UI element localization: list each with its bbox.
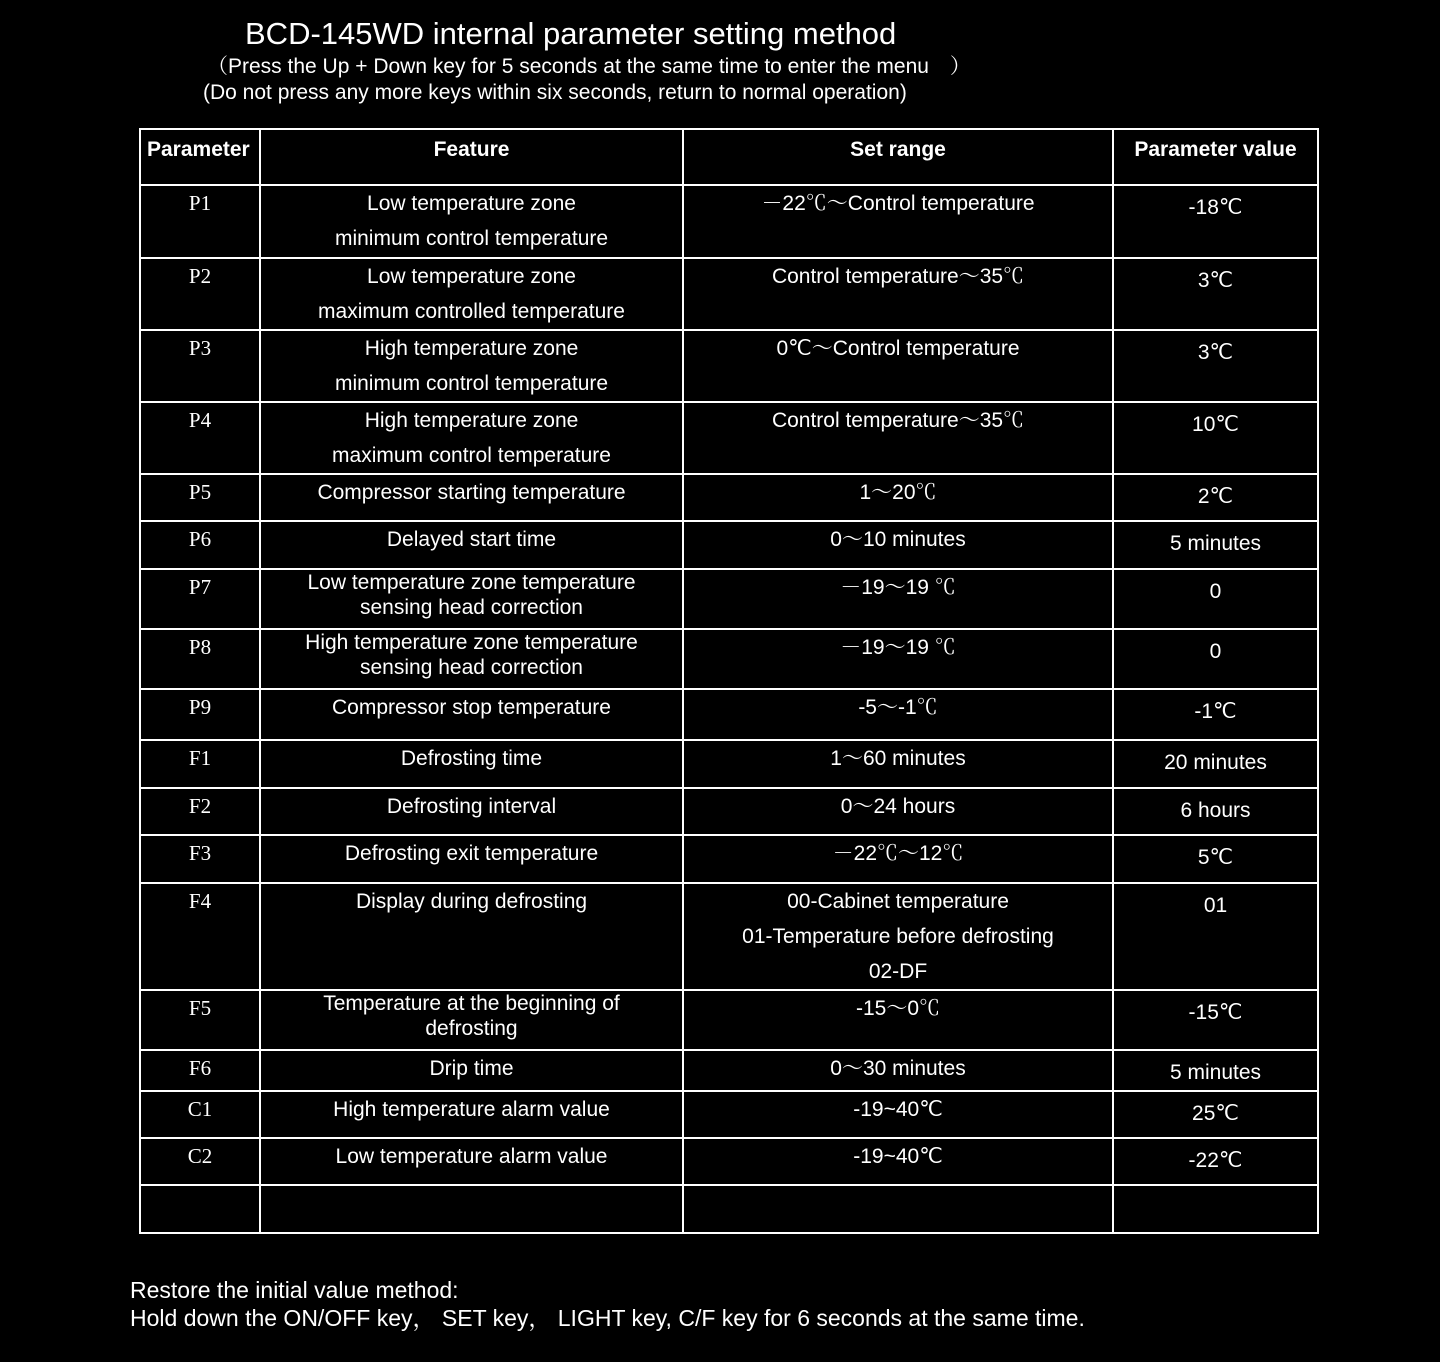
set-range-text: Control temperature～35℃ (771, 265, 1025, 288)
feature-cell (260, 402, 683, 474)
set-range-text: －22℃～Control temperature (761, 192, 1035, 215)
feature-text: sensing head correction (360, 596, 583, 619)
set-range-text: 0～30 minutes (830, 1057, 966, 1080)
parameter-value: 01 (1113, 883, 1318, 990)
feature-cell (260, 629, 683, 689)
parameter-code: F3 (140, 835, 260, 883)
feature-text: Low temperature alarm value (335, 1145, 608, 1168)
set-range-text: 02-DF (868, 960, 928, 983)
table-row (140, 569, 1318, 629)
set-range-text: -15～0℃ (855, 997, 941, 1020)
parameter-value: 10℃ (1113, 402, 1318, 474)
parameter-code: P6 (140, 521, 260, 569)
set-range-cell (683, 1050, 1113, 1091)
table-row (140, 402, 1318, 474)
set-range-cell (683, 258, 1113, 330)
restore-method (130, 1276, 1085, 1332)
feature-cell (260, 1091, 683, 1138)
feature-cell (260, 1138, 683, 1185)
feature-cell (260, 788, 683, 835)
feature-cell (260, 740, 683, 788)
parameter-value: 3℃ (1113, 330, 1318, 402)
parameter-value: 20 minutes (1113, 740, 1318, 788)
parameter-code (140, 1185, 260, 1233)
parameter-value: -15℃ (1113, 990, 1318, 1050)
parameter-code: P3 (140, 330, 260, 402)
feature-text: Defrosting exit temperature (344, 842, 599, 865)
feature-text: Display during defrosting (355, 890, 588, 913)
parameter-code: C2 (140, 1138, 260, 1185)
feature-text: Defrosting interval (386, 795, 557, 818)
set-range-text: 00-Cabinet temperature (787, 890, 1009, 913)
table-row (140, 1138, 1318, 1185)
set-range-text: -19~40℃ (853, 1098, 943, 1121)
feature-text: High temperature zone (364, 337, 579, 360)
feature-text: Compressor starting temperature (317, 481, 626, 504)
table-row (140, 883, 1318, 990)
parameter-value: 3℃ (1113, 258, 1318, 330)
feature-cell (260, 689, 683, 740)
feature-cell (260, 185, 683, 258)
feature-cell (260, 835, 683, 883)
feature-text: High temperature zone temperature (305, 631, 638, 654)
restore-method-instructions: Hold down the ON/OFF key， SET key， LIGHT key, C/F key for 6 seconds at the same time. (130, 1305, 1085, 1331)
feature-text: minimum control temperature (334, 372, 609, 395)
parameter-code: P9 (140, 689, 260, 740)
parameter-code: F5 (140, 990, 260, 1050)
feature-text: sensing head correction (360, 656, 583, 679)
set-range-text: －22℃～12℃ (832, 842, 964, 865)
set-range-cell (683, 990, 1113, 1050)
set-range-cell (683, 1091, 1113, 1138)
set-range-text: -5～-1℃ (858, 696, 938, 719)
set-range-text: 0℃～Control temperature (776, 337, 1020, 360)
set-range-cell (683, 521, 1113, 569)
feature-text: Low temperature zone (367, 265, 576, 288)
table-row (140, 330, 1318, 402)
feature-cell (260, 521, 683, 569)
feature-text: Low temperature zone temperature (307, 571, 636, 594)
feature-cell (260, 1050, 683, 1091)
table-row (140, 835, 1318, 883)
parameter-value: -18℃ (1113, 185, 1318, 258)
table-row (140, 521, 1318, 569)
set-range-cell (683, 185, 1113, 258)
restore-method-title: Restore the initial value method: (130, 1277, 459, 1303)
parameter-code: P7 (140, 569, 260, 629)
feature-cell (260, 258, 683, 330)
feature-text: Temperature at the beginning of (323, 992, 620, 1015)
parameter-code: F4 (140, 883, 260, 990)
set-range-cell (683, 1138, 1113, 1185)
column-header-feature: Feature (260, 129, 683, 185)
table-row (140, 788, 1318, 835)
set-range-cell (683, 330, 1113, 402)
parameter-value: 5 minutes (1113, 521, 1318, 569)
set-range-text: 1～60 minutes (830, 747, 966, 770)
set-range-text: 1～20℃ (859, 481, 937, 504)
parameter-value: 2℃ (1113, 474, 1318, 521)
set-range-cell (683, 569, 1113, 629)
table-row (140, 1185, 1318, 1233)
table-row (140, 740, 1318, 788)
set-range-cell (683, 402, 1113, 474)
feature-text: minimum control temperature (334, 227, 609, 250)
set-range-cell (683, 629, 1113, 689)
column-header-set-range: Set range (683, 129, 1113, 185)
feature-text: Delayed start time (386, 528, 557, 551)
parameter-value: 5℃ (1113, 835, 1318, 883)
parameter-value: 6 hours (1113, 788, 1318, 835)
table-row (140, 258, 1318, 330)
set-range-text: 01-Temperature before defrosting (742, 925, 1054, 948)
table-row (140, 185, 1318, 258)
parameter-code: F1 (140, 740, 260, 788)
feature-text: maximum controlled temperature (318, 300, 625, 323)
parameter-value: 0 (1113, 629, 1318, 689)
parameter-code: F2 (140, 788, 260, 835)
parameter-code: F6 (140, 1050, 260, 1091)
parameter-code: P4 (140, 402, 260, 474)
feature-text: Defrosting time (400, 747, 543, 770)
feature-text: defrosting (425, 1017, 518, 1040)
feature-text: High temperature alarm value (333, 1098, 610, 1121)
parameter-code: P2 (140, 258, 260, 330)
table-row (140, 629, 1318, 689)
feature-cell (260, 474, 683, 521)
set-range-cell (683, 474, 1113, 521)
set-range-text: 0～10 minutes (830, 528, 966, 551)
timeout-note: (Do not press any more keys within six seconds, return to normal operation) (203, 81, 907, 104)
menu-entry-note: （Press the Up + Down key for 5 seconds at the same time to enter the menu ） (207, 55, 971, 78)
parameter-code: P1 (140, 185, 260, 258)
parameter-value: 0 (1113, 569, 1318, 629)
set-range-cell (683, 740, 1113, 788)
parameter-code: P5 (140, 474, 260, 521)
table-header-row (140, 129, 1318, 185)
set-range-text: －19～19 ℃ (840, 636, 956, 659)
set-range-text: Control temperature～35℃ (771, 409, 1025, 432)
feature-cell (260, 883, 683, 990)
table-row (140, 474, 1318, 521)
table-row (140, 689, 1318, 740)
set-range-cell (683, 835, 1113, 883)
page-title: BCD-145WD internal parameter setting method (245, 16, 897, 51)
feature-text: maximum control temperature (332, 444, 611, 467)
column-header-parameter: Parameter (140, 129, 260, 185)
parameter-table (139, 128, 1319, 1234)
feature-cell (260, 1185, 683, 1233)
parameter-value: -22℃ (1113, 1138, 1318, 1185)
feature-text: Compressor stop temperature (332, 696, 611, 719)
table-row (140, 1050, 1318, 1091)
feature-cell (260, 990, 683, 1050)
table-row (140, 1091, 1318, 1138)
parameter-value: 25℃ (1113, 1091, 1318, 1138)
feature-cell (260, 330, 683, 402)
set-range-cell (683, 1185, 1113, 1233)
feature-cell (260, 569, 683, 629)
parameter-code: P8 (140, 629, 260, 689)
parameter-code: C1 (140, 1091, 260, 1138)
set-range-text: 0～24 hours (840, 795, 956, 818)
table-row (140, 990, 1318, 1050)
parameter-value (1113, 1185, 1318, 1233)
column-header-parameter-value: Parameter value (1113, 129, 1318, 185)
feature-text: Low temperature zone (367, 192, 576, 215)
set-range-text: -19~40℃ (853, 1145, 943, 1168)
set-range-cell (683, 788, 1113, 835)
set-range-text: －19～19 ℃ (840, 576, 956, 599)
parameter-value: 5 minutes (1113, 1050, 1318, 1091)
set-range-cell (683, 883, 1113, 990)
feature-text: High temperature zone (364, 409, 579, 432)
parameter-value: -1℃ (1113, 689, 1318, 740)
feature-text: Drip time (429, 1057, 514, 1080)
set-range-cell (683, 689, 1113, 740)
